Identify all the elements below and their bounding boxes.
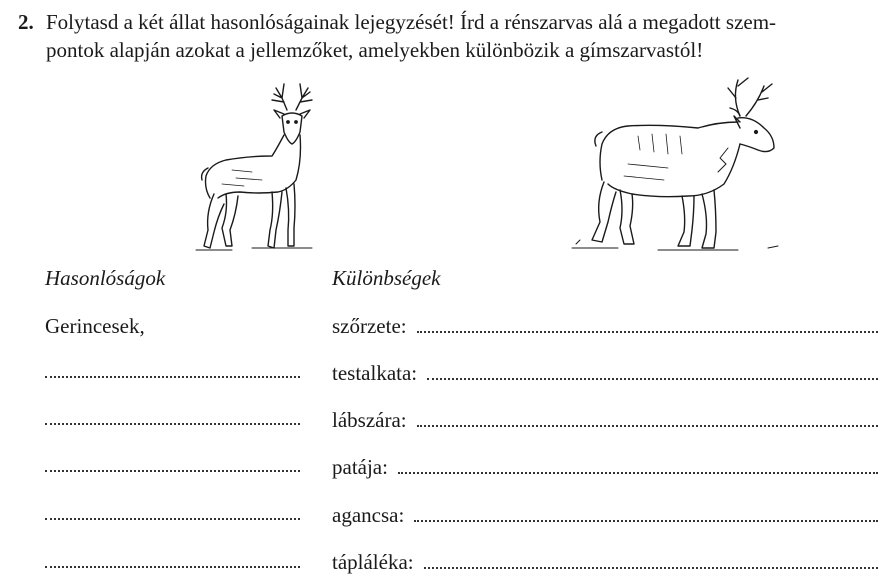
difference-row-legs bbox=[332, 408, 878, 432]
difference-label-hooves: patája: bbox=[332, 455, 388, 479]
task-text-1: Folytasd a két állat hasonlóságainak lejegyzését! Írd a rénszarvas alá a megadott szem- bbox=[46, 10, 777, 34]
difference-label-legs: lábszára: bbox=[332, 408, 407, 432]
similarity-answer-line-4[interactable] bbox=[45, 470, 300, 472]
differences-heading: Különbségek bbox=[332, 266, 441, 290]
task-line-1 bbox=[18, 8, 884, 36]
difference-row-build bbox=[332, 361, 878, 385]
difference-row-fur bbox=[332, 314, 878, 338]
reindeer-illustration bbox=[568, 72, 788, 258]
difference-answer-build[interactable] bbox=[427, 378, 878, 380]
difference-answer-hooves[interactable] bbox=[398, 472, 878, 474]
difference-label-food: tápláléka: bbox=[332, 550, 414, 574]
difference-answer-food[interactable] bbox=[424, 567, 878, 569]
similarity-answer-line-3[interactable] bbox=[45, 423, 300, 425]
red-deer-illustration bbox=[192, 80, 332, 260]
difference-answer-fur[interactable] bbox=[417, 331, 878, 333]
similarity-answer-line-5[interactable] bbox=[45, 518, 300, 520]
difference-row-hooves bbox=[332, 455, 878, 479]
difference-answer-legs[interactable] bbox=[417, 425, 878, 427]
task-line-2: pontok alapján azokat a jellemzőket, amelyekben különbözik a gímszarvastól! bbox=[46, 38, 704, 62]
difference-answer-antlers[interactable] bbox=[414, 520, 878, 522]
similarities-heading: Hasonlóságok bbox=[45, 266, 166, 290]
difference-label-antlers: agancsa: bbox=[332, 503, 405, 527]
similarity-first-entry: Gerincesek, bbox=[45, 314, 145, 338]
task-number: 2. bbox=[18, 10, 34, 34]
difference-label-build: testalkata: bbox=[332, 361, 418, 385]
similarity-answer-line-2[interactable] bbox=[45, 376, 300, 378]
similarity-answer-line-6[interactable] bbox=[45, 566, 300, 568]
difference-label-fur: szőrzete: bbox=[332, 314, 407, 338]
difference-row-food bbox=[332, 550, 878, 574]
difference-row-antlers bbox=[332, 503, 878, 527]
task-instruction bbox=[18, 8, 884, 64]
